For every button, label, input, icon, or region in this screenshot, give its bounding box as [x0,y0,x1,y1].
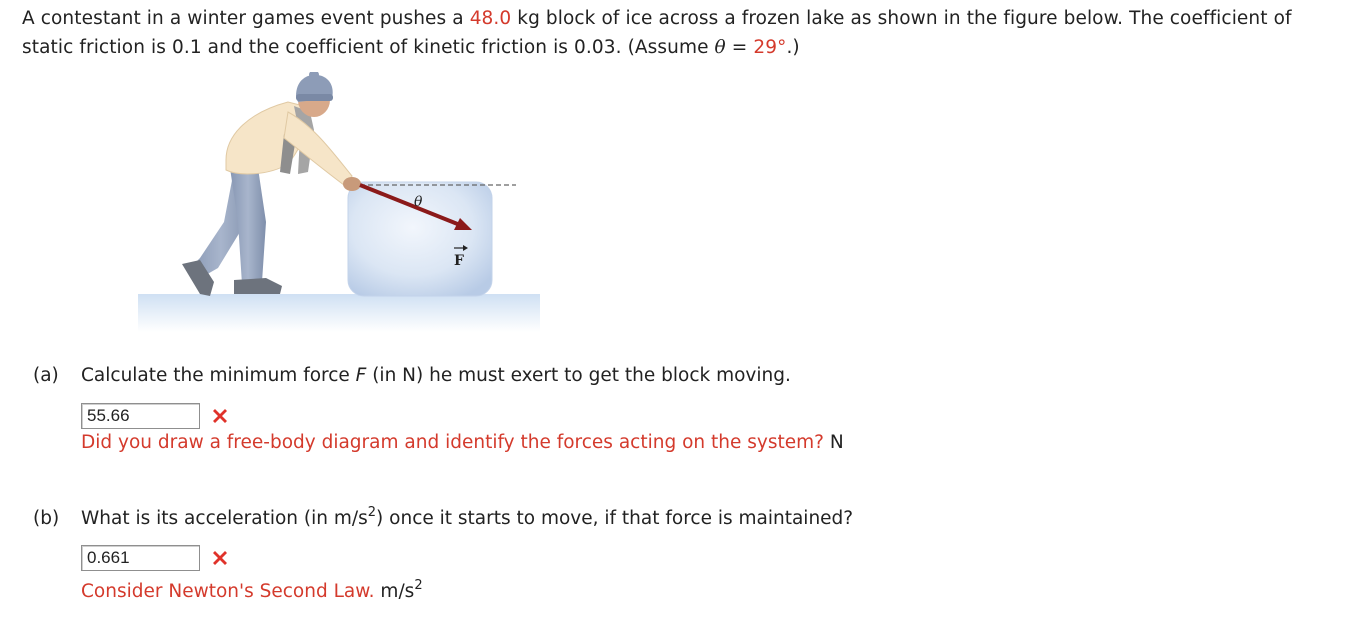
theta-value: 29° [753,37,787,58]
front-boot [234,278,282,294]
part-b-feedback [81,578,423,602]
theta-label: θ [414,194,423,210]
problem-line-1: A contestant in a winter games event pushes a 48.0 kg block of ice across a frozen lake as shown in the figure below. The coefficient of [22,8,1292,29]
part-b-answer-row [81,545,230,571]
part-a-unit: N [829,432,844,453]
part-a-letter: (a) [33,365,59,386]
theta-symbol: θ [714,37,726,58]
mass-value: 48.0 [469,8,512,29]
part-b-answer-input[interactable]: 0.661 [81,545,200,571]
part-a-question: (a) Calculate the minimum force F (in N) he must exert to get the block moving. [33,365,791,386]
frozen-lake-surface [138,294,540,332]
part-a-hint: Did you draw a free-body diagram and identify the forces acting on the system? [81,432,824,453]
part-b-hint: Consider Newton's Second Law. [81,581,375,602]
hand [343,177,361,191]
part-b-unit: $m/s^2$ [380,578,423,602]
force-label: F [454,253,464,269]
incorrect-x-icon [210,548,230,568]
part-a-answer-row [81,403,230,429]
part-a-answer-input[interactable]: 55.66 [81,403,200,429]
incorrect-x-icon [210,406,230,426]
pushing-ice-block-figure [138,72,540,332]
part-a-feedback [81,432,844,453]
part-b-letter: (b) [33,508,60,529]
part-b-question: (b) What is its acceleration (in $m/s^2$) once it starts to move, if that force is maintained? [33,505,854,529]
problem-line-2: static friction is 0.1 and the coefficient of kinetic friction is 0.03. (Assume θ = 29°.) [22,37,800,58]
problem-statement [22,4,1352,62]
